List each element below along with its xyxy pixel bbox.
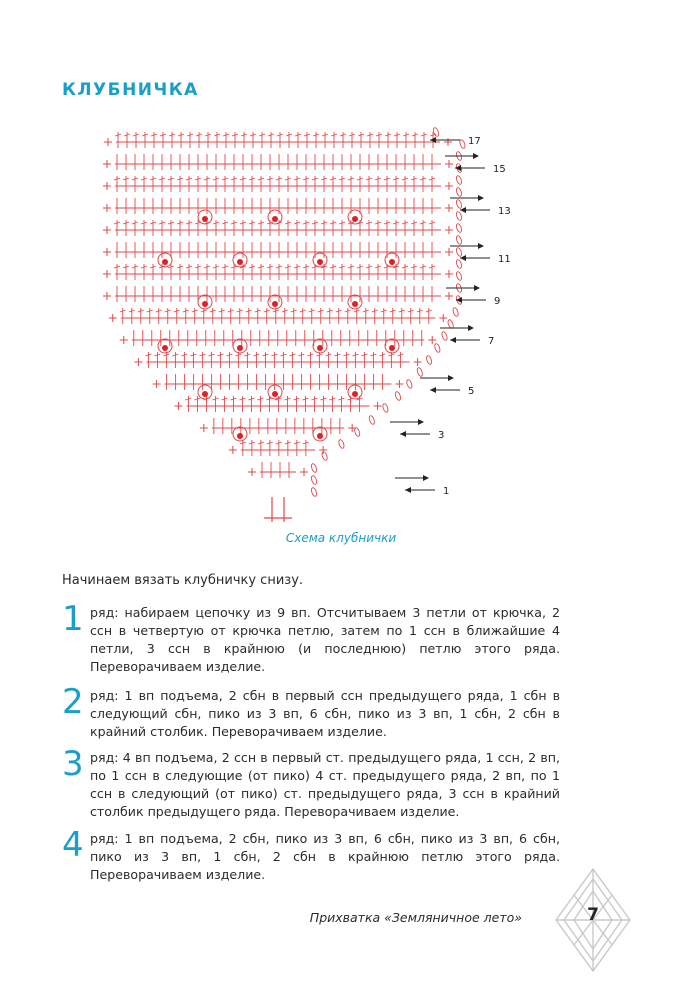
chain-stitch (455, 223, 462, 233)
book-footer-title: Прихватка «Земляничное лето» (309, 910, 522, 925)
step-text: ряд: 1 вп подъема, 2 сбн, пико из 3 вп, 6 сбн, пико из 3 вп, 6 сбн, пико из 3 вп, 1 сбн, 2 сбн в крайнюю петлю этого ряда. Переворачиваем изделие. (90, 831, 560, 882)
chain-stitch (310, 463, 317, 473)
chain-stitch (455, 175, 462, 185)
berry-seed (352, 216, 358, 222)
chain-stitch (455, 247, 462, 257)
page-title: КЛУБНИЧКА (62, 80, 199, 100)
berry-seed (237, 345, 243, 351)
row-number-label: 17 (468, 136, 481, 147)
chain-stitch (416, 367, 423, 377)
row-arrow-head (400, 431, 406, 437)
row-number-label: 11 (498, 254, 511, 265)
step-row-4 (62, 825, 560, 884)
berry-seed (317, 345, 323, 351)
row-number-label: 13 (498, 206, 511, 217)
chain-stitch (368, 415, 375, 425)
berry-seed (352, 391, 358, 397)
chart-caption: Схема клубнички (285, 531, 397, 545)
step-number: 3 (62, 744, 84, 784)
chain-stitch (425, 355, 432, 365)
row-arrow-head (478, 195, 484, 201)
step-number: 4 (62, 825, 84, 865)
chain-stitch (455, 211, 462, 221)
strawberry-crochet-chart (80, 112, 540, 530)
berry-seed (389, 345, 395, 351)
chain-stitch (338, 439, 345, 449)
chain-stitch (455, 187, 462, 197)
berry-seed (237, 259, 243, 265)
step-row-3 (62, 744, 560, 821)
row-number-label: 15 (493, 164, 506, 175)
chain-stitch (455, 199, 462, 209)
row-arrow-head (468, 325, 474, 331)
row-arrow-head (405, 487, 411, 493)
chain-stitch (382, 403, 389, 413)
chain-stitch (310, 487, 317, 497)
chain-stitch (394, 391, 401, 401)
step-row-2 (62, 682, 560, 741)
chain-stitch (432, 127, 439, 137)
berry-seed (272, 216, 278, 222)
row-number-label: 5 (468, 386, 475, 397)
berry-seed (272, 301, 278, 307)
berry-seed (317, 259, 323, 265)
step-number: 2 (62, 682, 84, 722)
row-arrow-head (423, 475, 429, 481)
intro-text: Начинаем вязать клубничку снизу. (62, 573, 304, 588)
step-row-1 (62, 599, 560, 676)
chain-stitch (452, 307, 459, 317)
chain-stitch (354, 427, 361, 437)
row-number-label: 1 (443, 486, 450, 497)
row-number-label: 7 (488, 336, 495, 347)
berry-seed (202, 216, 208, 222)
chain-stitch (447, 319, 454, 329)
chain-stitch (310, 475, 317, 485)
step-text: ряд: 4 вп подъема, 2 ссн в первый ст. предыдущего ряда, 1 ссн, 2 вп, по 1 ссн в следующие (от пико) 4 ст. предыдущего ряда, 2 вп, по 1 ссн в следующий (от пико) ст. предыдущего ряда, 3 ссн в крайний столбик предыдущего ряда. Переворачиваем изделие. (90, 750, 560, 819)
berry-seed (272, 391, 278, 397)
row-arrow-head (448, 375, 454, 381)
berry-seed (162, 345, 168, 351)
row-arrow-head (430, 387, 436, 393)
row-number-label: 9 (494, 296, 501, 307)
berry-seed (237, 433, 243, 439)
row-arrow-head (474, 285, 480, 291)
row-arrow-head (450, 337, 456, 343)
chain-stitch (455, 271, 462, 281)
page-number: 7 (587, 905, 599, 925)
step-number: 1 (62, 599, 84, 639)
chain-stitch (455, 235, 462, 245)
row-arrow-head (473, 153, 479, 159)
berry-seed (352, 301, 358, 307)
row-arrow-head (478, 243, 484, 249)
berry-seed (202, 391, 208, 397)
berry-seed (317, 433, 323, 439)
row-arrow-head (418, 419, 424, 425)
chain-stitch (441, 331, 448, 341)
row-number-label: 3 (438, 430, 445, 441)
chain-stitch (455, 259, 462, 269)
berry-seed (202, 301, 208, 307)
row-arrow-head (456, 297, 462, 303)
berry-seed (162, 259, 168, 265)
step-text: ряд: 1 вп подъема, 2 сбн в первый ссн предыдущего ряда, 1 сбн в следующий сбн, пико из 3 вп, 6 сбн, пико из 3 вп, 1 сбн, 2 сбн в крайний столбик. Переворачиваем изделие. (90, 688, 560, 739)
chain-stitch (406, 379, 413, 389)
chain-stitch (459, 139, 466, 149)
step-text: ряд: набираем цепочку из 9 вп. Отсчитываем 3 петли от крючка, 2 ссн в четвертую от крючка петлю, затем по 1 ссн в ближайшие 4 петли, 3 ссн в крайнюю (и последнюю) петлю этого ряда. Переворачиваем изделие. (90, 605, 560, 674)
chain-stitch (321, 451, 328, 461)
chain-stitch (434, 343, 441, 353)
berry-seed (389, 259, 395, 265)
